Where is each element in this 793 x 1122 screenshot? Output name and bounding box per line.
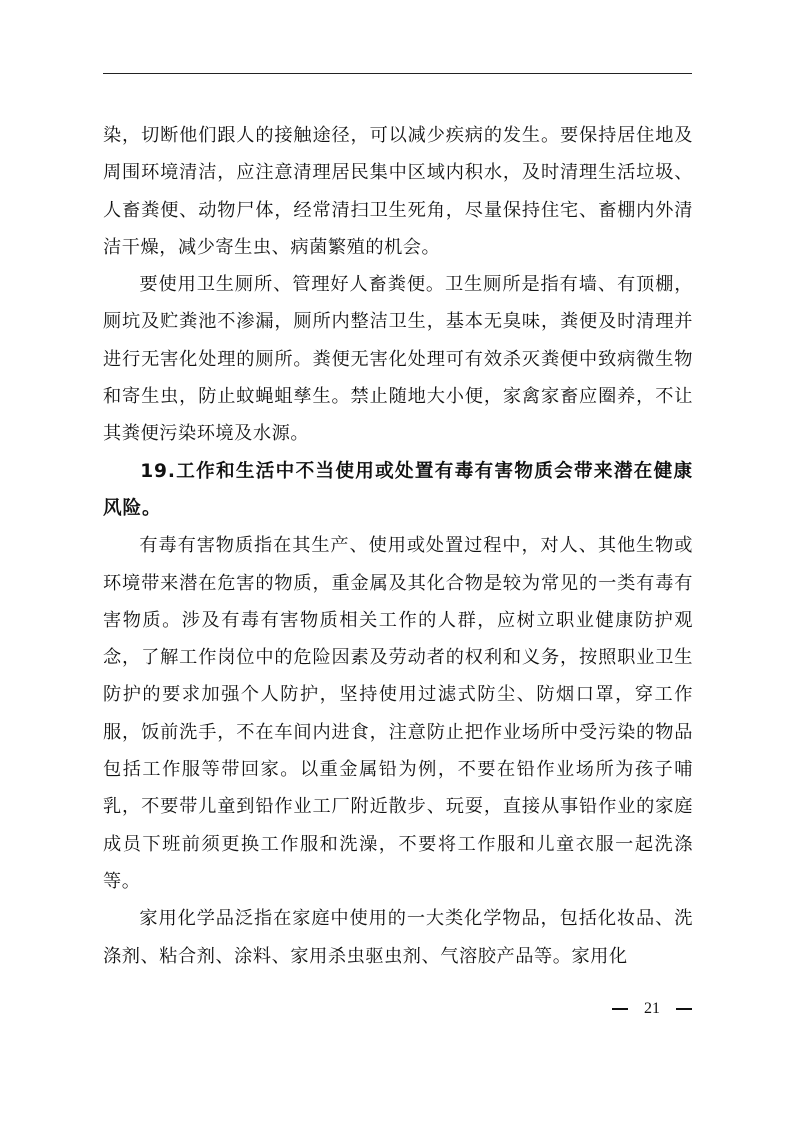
page-number-right-dash: [676, 1008, 692, 1010]
paragraph-household-chemicals: 家用化学品泛指在家庭中使用的一大类化学物品，包括化妆品、洗涤剂、粘合剂、涂料、家用杀虫驱虫剂、气溶胶产品等。家用化: [103, 908, 693, 967]
paragraph-toxic-substances: 有毒有害物质指在其生产、使用或处置过程中，对人、其他生物或环境带来潜在危害的物质，重金属及其化合物是较为常见的一类有毒有害物质。涉及有毒有害物质相关工作的人群，应树立职业健康防护观念，了解工作岗位中的危险因素及劳动者的权利和义务，按照职业卫生防护的要求加强个人防护，坚持使用过滤式防尘、防烟口罩，穿工作服，饭前洗手，不在车间内进食，注意防止把作业场所中受污染的物品包括工作服等带回家。以重金属铅为例，不要在铅作业场所为孩子哺乳，不要带儿童到铅作业工厂附近散步、玩耍，直接从事铅作业的家庭成员下班前须更换工作服和洗澡，不要将工作服和儿童衣服一起洗涤等。: [103, 535, 693, 892]
page-number-value: 21: [644, 1000, 660, 1017]
page-number-left-dash: [612, 1008, 628, 1010]
paragraph-toilet-hygiene: 要使用卫生厕所、管理好人畜粪便。卫生厕所是指有墙、有顶棚，厕坑及贮粪池不渗漏，厕所内整洁卫生，基本无臭味，粪便及时清理并进行无害化处理的厕所。粪便无害化处理可有效杀灭粪便中致病微生物和寄生虫，防止蚊蝇蛆孳生。禁止随地大小便，家禽家畜应圈养，不让其粪便污染环境及水源。: [103, 274, 693, 445]
header-rule: [103, 73, 692, 74]
section-heading-19: 19.工作和生活中不当使用或处置有毒有害物质会带来潜在健康风险。: [103, 460, 693, 519]
page-number: [612, 995, 692, 1023]
page-content: [103, 117, 693, 975]
paragraph-continued: 染，切断他们跟人的接触途径，可以减少疾病的发生。要保持居住地及周围环境清洁，应注意清理居民集中区域内积水，及时清理生活垃圾、人畜粪便、动物尸体，经常清扫卫生死角，尽量保持住宅、畜棚内外清洁干燥，减少寄生虫、病菌繁殖的机会。: [103, 125, 693, 258]
